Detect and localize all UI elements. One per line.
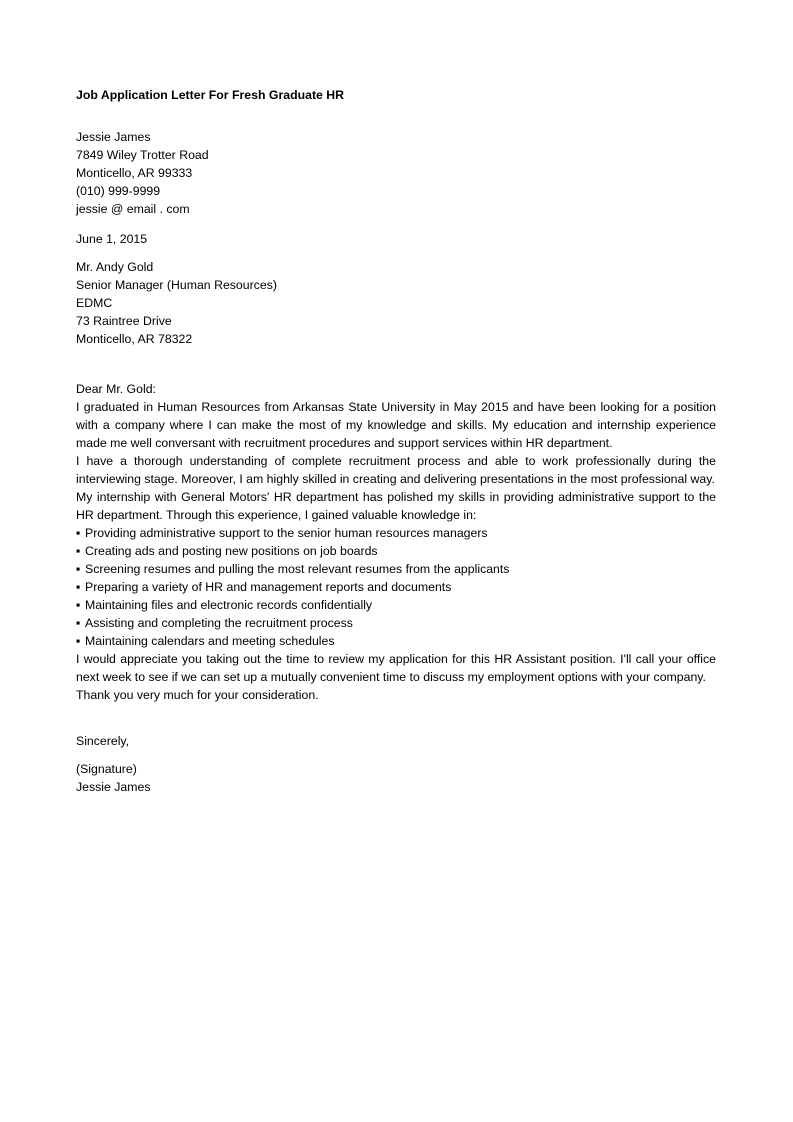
list-item-text: Assisting and completing the recruitment process bbox=[85, 616, 353, 630]
list-item bbox=[76, 614, 716, 632]
body-paragraph-3: My internship with General Motors' HR department has polished my skills in providing administrative support to the HR department. Through this experience, I gained valuable knowledge in: bbox=[76, 490, 716, 522]
sender-city-state-zip: Monticello, AR 99333 bbox=[76, 166, 193, 180]
bullet-square-icon: ▪ bbox=[76, 526, 81, 540]
list-item-text: Maintaining files and electronic records confidentially bbox=[85, 598, 373, 612]
recipient-company: EDMC bbox=[76, 296, 113, 310]
skills-bullet-list bbox=[76, 524, 716, 650]
signature-placeholder: (Signature) bbox=[76, 762, 137, 776]
recipient-address-block bbox=[76, 258, 716, 348]
body-paragraph-2: I have a thorough understanding of complete recruitment process and able to work professionally during the interviewing stage. Moreover, I am highly skilled in creating and delivering presentations in the most professional way. bbox=[76, 454, 716, 486]
list-item-text: Screening resumes and pulling the most relevant resumes from the applicants bbox=[85, 562, 510, 576]
body-paragraph-4: I would appreciate you taking out the time to review my application for this HR Assistant position. I'll call your office next week to see if we can set up a mutually convenient time to discuss my employment options with your company. bbox=[76, 652, 716, 684]
salutation: Dear Mr. Gold: bbox=[76, 382, 156, 396]
letter-date: June 1, 2015 bbox=[76, 232, 148, 246]
document-title: Job Application Letter For Fresh Graduate HR bbox=[76, 88, 345, 102]
sender-name: Jessie James bbox=[76, 130, 151, 144]
sender-email: jessie @ email . com bbox=[76, 202, 190, 216]
letter-content bbox=[76, 86, 716, 796]
list-item-text: Maintaining calendars and meeting schedules bbox=[85, 634, 335, 648]
bullet-square-icon: ▪ bbox=[76, 634, 81, 648]
list-item-text: Creating ads and posting new positions on job boards bbox=[85, 544, 378, 558]
closing-signature-block bbox=[76, 760, 716, 796]
sender-street: 7849 Wiley Trotter Road bbox=[76, 148, 209, 162]
recipient-street: 73 Raintree Drive bbox=[76, 314, 172, 328]
closing-valediction: Sincerely, bbox=[76, 734, 130, 748]
recipient-city-state-zip: Monticello, AR 78322 bbox=[76, 332, 193, 346]
list-item bbox=[76, 578, 716, 596]
signer-name: Jessie James bbox=[76, 780, 151, 794]
list-item bbox=[76, 560, 716, 578]
bullet-square-icon: ▪ bbox=[76, 580, 81, 594]
list-item bbox=[76, 632, 716, 650]
list-item bbox=[76, 524, 716, 542]
body-paragraph-1: I graduated in Human Resources from Arkansas State University in May 2015 and have been looking for a position with a company where I can make the most of my knowledge and skills. My education and internship experience made me well conversant with recruitment procedures and support services within HR department. bbox=[76, 400, 716, 450]
list-item bbox=[76, 596, 716, 614]
sender-phone: (010) 999-9999 bbox=[76, 184, 161, 198]
recipient-name: Mr. Andy Gold bbox=[76, 260, 154, 274]
bullet-square-icon: ▪ bbox=[76, 544, 81, 558]
list-item-text: Providing administrative support to the senior human resources managers bbox=[85, 526, 488, 540]
bullet-square-icon: ▪ bbox=[76, 562, 81, 576]
body-paragraph-5: Thank you very much for your consideration. bbox=[76, 688, 319, 702]
sender-address-block bbox=[76, 128, 716, 218]
list-item bbox=[76, 542, 716, 560]
recipient-title: Senior Manager (Human Resources) bbox=[76, 278, 277, 292]
bullet-square-icon: ▪ bbox=[76, 616, 81, 630]
list-item-text: Preparing a variety of HR and management reports and documents bbox=[85, 580, 452, 594]
bullet-square-icon: ▪ bbox=[76, 598, 81, 612]
